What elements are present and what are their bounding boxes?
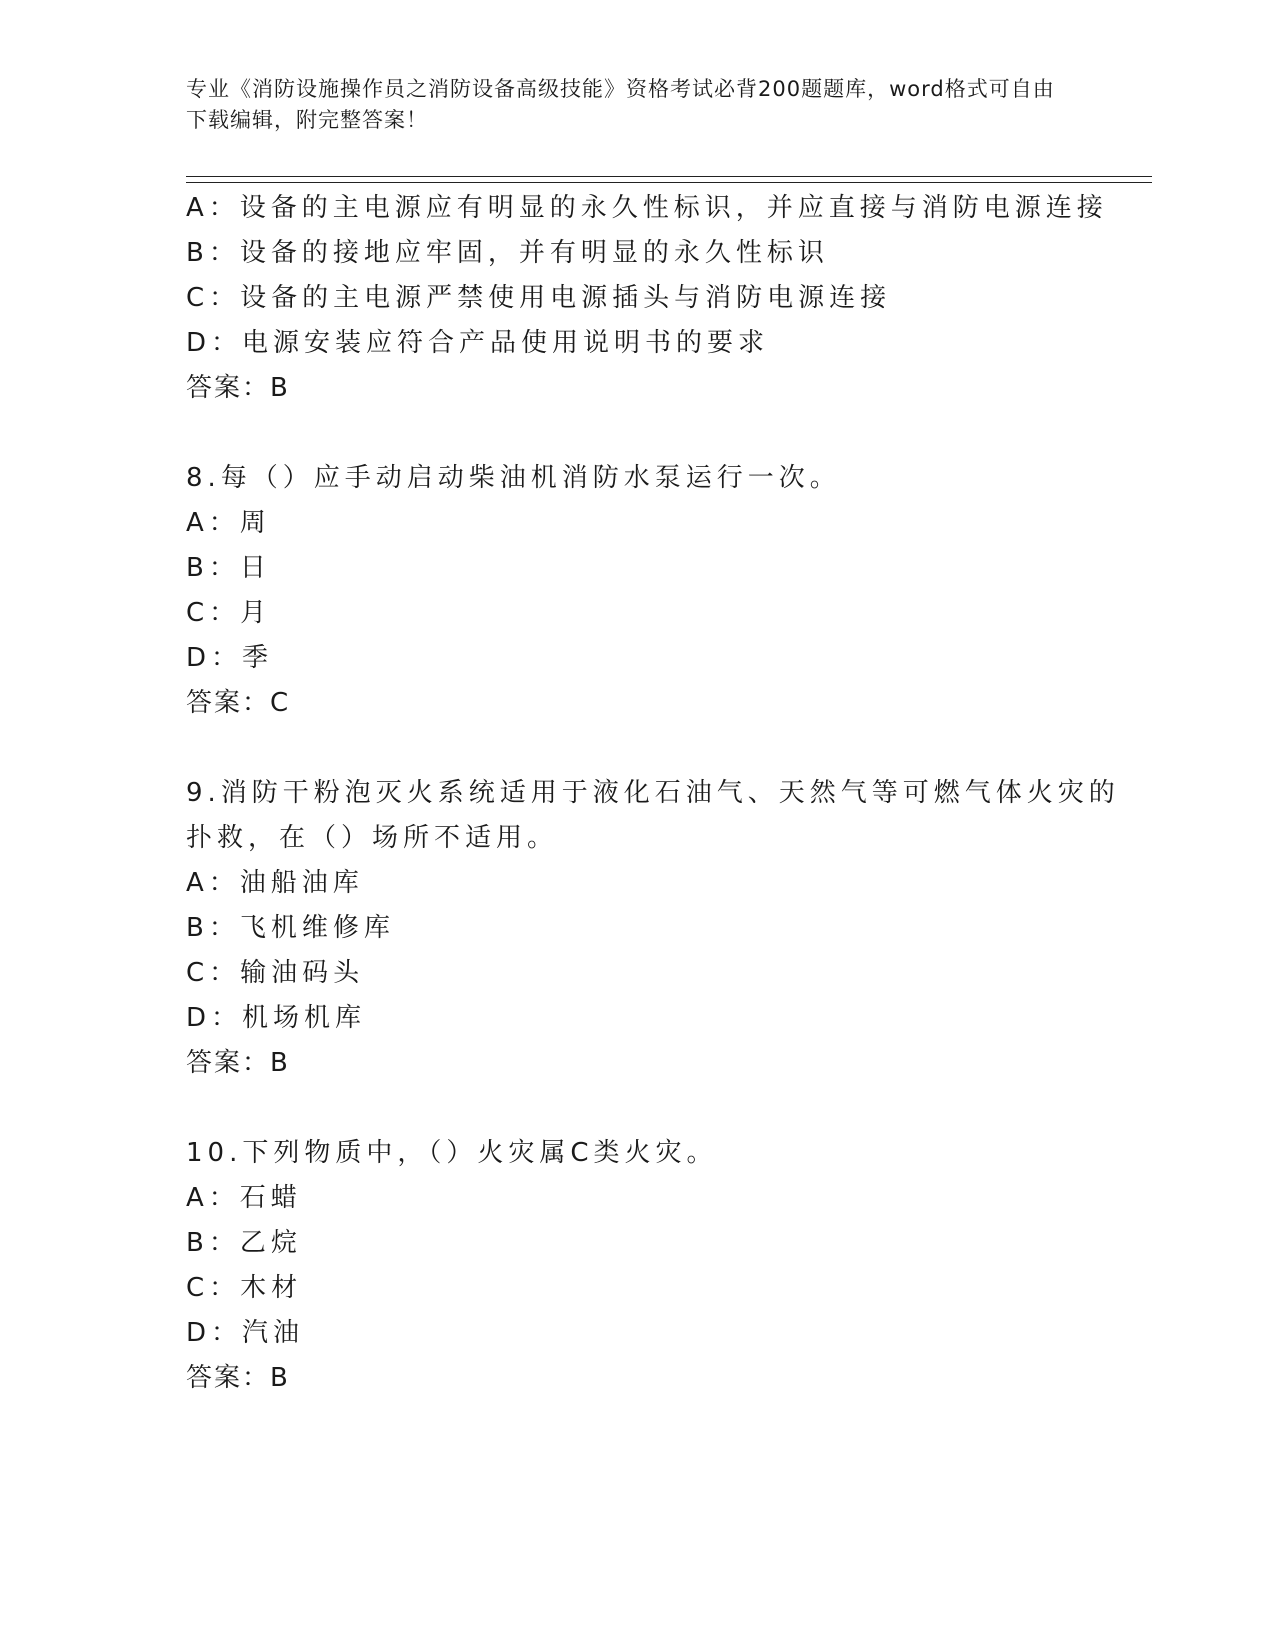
q8-stem: 8.每（）应手动启动柴油机消防水泵运行一次。: [186, 463, 841, 493]
q10-option-a: A：石蜡: [186, 1183, 302, 1213]
q10-option-b: B：乙烷: [186, 1228, 302, 1258]
q10-option-c: C：木材: [186, 1273, 303, 1303]
header-divider-top: [186, 176, 1152, 177]
q9-stem-line-2: 扑救，在（）场所不适用。: [186, 823, 559, 853]
q8-option-c: C：月: [186, 598, 272, 628]
q7-option-c: C：设备的主电源严禁使用电源插头与消防电源连接: [186, 283, 892, 313]
q10-answer: 答案：B: [186, 1363, 290, 1393]
q10-stem: 10.下列物质中，（）火灾属C类火灾。: [186, 1138, 718, 1168]
q9-option-c: C：输油码头: [186, 958, 365, 988]
q9-option-b: B：飞机维修库: [186, 913, 395, 943]
q7-option-a: A：设备的主电源应有明显的永久性标识，并应直接与消防电源连接: [186, 193, 1108, 223]
q9-stem-line-1: 9.消防干粉泡灭火系统适用于液化石油气、天然气等可燃气体火灾的: [186, 778, 1120, 808]
q10-option-d: D：汽油: [186, 1318, 305, 1348]
q7-answer: 答案：B: [186, 373, 290, 403]
q7-option-d: D：电源安装应符合产品使用说明书的要求: [186, 328, 770, 358]
q8-answer: 答案：C: [186, 688, 291, 718]
header-divider-bottom: [186, 182, 1152, 183]
q7-option-b: B：设备的接地应牢固，并有明显的永久性标识: [186, 238, 829, 268]
q8-option-b: B：日: [186, 553, 271, 583]
q8-option-d: D：季: [186, 643, 274, 673]
q9-answer: 答案：B: [186, 1048, 290, 1078]
q8-option-a: A：周: [186, 508, 271, 538]
document-header: 专业《消防设施操作员之消防设备高级技能》资格考试必背200题题库，word格式可自由下载编辑，附完整答案！: [186, 77, 1055, 132]
q9-option-d: D：机场机库: [186, 1003, 367, 1033]
q9-option-a: A：油船油库: [186, 868, 364, 898]
